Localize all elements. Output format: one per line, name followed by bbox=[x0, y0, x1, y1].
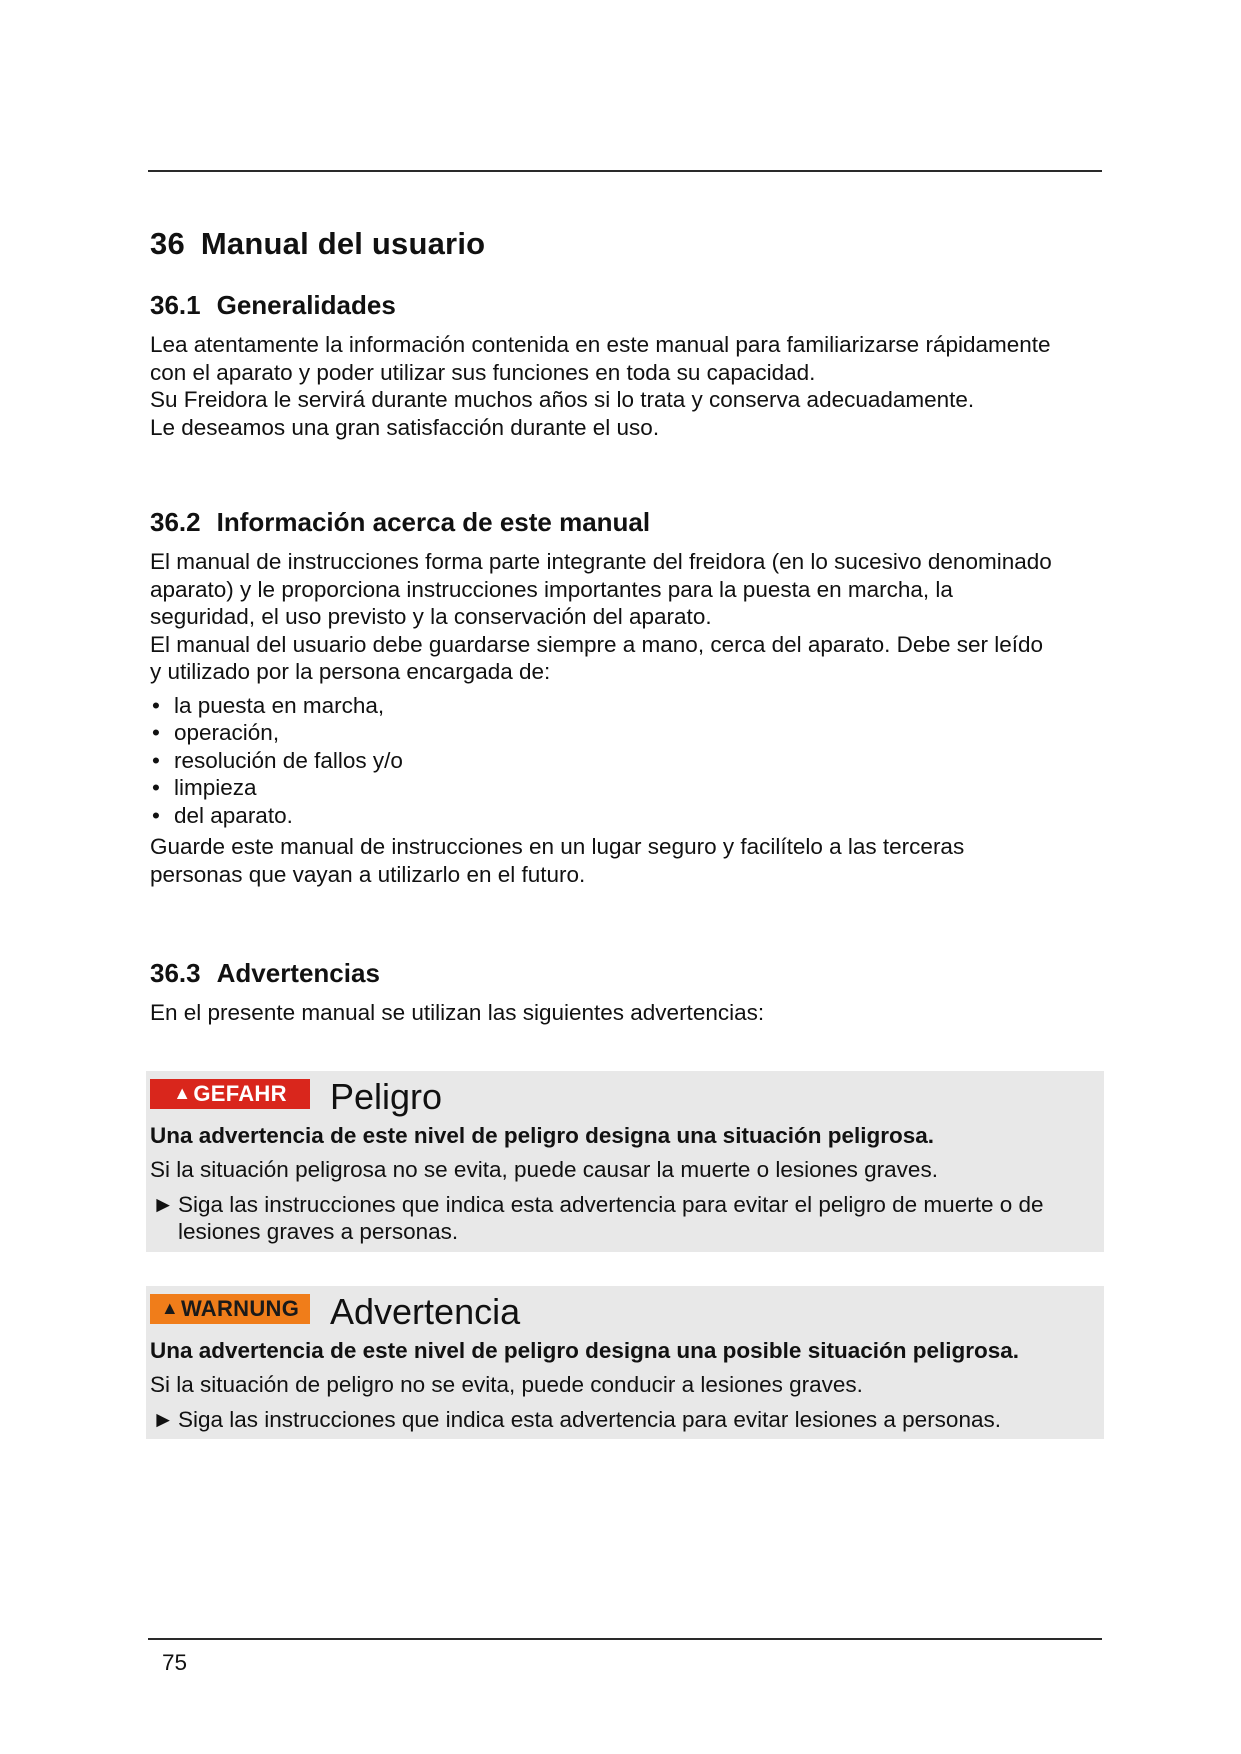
warning-definition: Una advertencia de este nivel de peligro designa una situación peligrosa. bbox=[150, 1122, 934, 1148]
warning-triangle-icon: ▲ bbox=[173, 1083, 192, 1103]
list-item bbox=[150, 774, 1102, 802]
paragraph-line: y utilizado por la persona encargada de: bbox=[150, 659, 551, 684]
instruction-line: Siga las instrucciones que indica esta advertencia para evitar lesiones a personas. bbox=[178, 1406, 1001, 1432]
signal-word: WARNUNG bbox=[180, 1295, 300, 1321]
instruction-line: lesiones graves a personas. bbox=[178, 1219, 459, 1244]
arrow-right-icon: ► bbox=[152, 1191, 175, 1217]
chapter-number: 36 bbox=[150, 226, 185, 261]
warning-instruction bbox=[150, 1406, 1090, 1436]
responsibility-list bbox=[150, 692, 1102, 830]
section-spacer bbox=[150, 441, 1102, 507]
section-number: 36.1 bbox=[150, 290, 201, 320]
section-heading-advertencias bbox=[150, 958, 1102, 989]
list-item-text: limpieza bbox=[174, 775, 257, 800]
informacion-paragraph bbox=[150, 548, 1102, 686]
bullet-icon: • bbox=[152, 747, 160, 773]
footer-rule bbox=[148, 1638, 1102, 1640]
generalidades-paragraph bbox=[150, 331, 1102, 441]
page-content bbox=[150, 226, 1102, 1439]
section-heading-informacion bbox=[150, 507, 1102, 538]
warning-title: Peligro bbox=[330, 1075, 443, 1117]
bullet-icon: • bbox=[152, 802, 160, 828]
warning-header bbox=[150, 1075, 1090, 1119]
paragraph-line: Guarde este manual de instrucciones en un lugar seguro y facilítelo a las terceras bbox=[150, 834, 965, 859]
chapter-title: Manual del usuario bbox=[200, 226, 486, 261]
box-spacer bbox=[150, 1252, 1102, 1286]
list-item bbox=[150, 692, 1102, 720]
paragraph-line: aparato) y le proporciona instrucciones importantes para la puesta en marcha, la bbox=[150, 576, 953, 602]
warning-instruction bbox=[150, 1191, 1090, 1248]
bullet-icon: • bbox=[152, 720, 160, 745]
section-title: Información acerca de este manual bbox=[216, 507, 651, 537]
section-spacer bbox=[150, 1027, 1102, 1071]
paragraph-line: con el aparato y poder utilizar sus funciones en toda su capacidad. bbox=[150, 359, 816, 385]
warning-consequence: Si la situación peligrosa no se evita, puede causar la muerte o lesiones graves. bbox=[150, 1156, 938, 1182]
section-title: Generalidades bbox=[216, 290, 396, 320]
list-item bbox=[150, 719, 1102, 747]
paragraph-line: El manual de instrucciones forma parte integrante del freidora (en lo sucesivo denominado bbox=[150, 549, 1052, 574]
paragraph-line: Su Freidora le servirá durante muchos años si lo trata y conserva adecuadamente. bbox=[150, 387, 975, 412]
list-item-text: resolución de fallos y/o bbox=[174, 747, 403, 773]
list-item-text: del aparato. bbox=[174, 802, 293, 828]
list-item-text: operación, bbox=[174, 720, 280, 745]
chapter-heading bbox=[150, 226, 1102, 262]
section-heading-generalidades bbox=[150, 290, 1102, 321]
paragraph-line: personas que vayan a utilizarlo en el futuro. bbox=[150, 861, 586, 887]
paragraph-line: Le deseamos una gran satisfacción durante el uso. bbox=[150, 414, 660, 440]
list-item bbox=[150, 802, 1102, 830]
danger-warning-box bbox=[146, 1071, 1104, 1252]
section-number: 36.2 bbox=[150, 507, 201, 537]
warning-box bbox=[146, 1286, 1104, 1440]
list-item-text: la puesta en marcha, bbox=[174, 692, 385, 718]
signal-word: GEFAHR bbox=[193, 1080, 287, 1106]
section-number: 36.3 bbox=[150, 958, 201, 988]
header-rule bbox=[148, 170, 1102, 172]
paragraph-line: El manual del usuario debe guardarse siempre a mano, cerca del aparato. Debe ser leído bbox=[150, 631, 1044, 657]
warning-consequence: Si la situación de peligro no se evita, puede conducir a lesiones graves. bbox=[150, 1371, 863, 1397]
advertencias-intro: En el presente manual se utilizan las siguientes advertencias: bbox=[150, 1000, 765, 1025]
paragraph-line: Lea atentamente la información contenida en este manual para familiarizarse rápidamente bbox=[150, 332, 1051, 357]
page-number: 75 bbox=[162, 1650, 188, 1675]
closing-paragraph bbox=[150, 833, 1102, 888]
section-spacer bbox=[150, 888, 1102, 958]
warning-triangle-icon: ▲ bbox=[160, 1298, 179, 1318]
section-title: Advertencias bbox=[216, 958, 380, 988]
warnung-signal-label bbox=[150, 1294, 310, 1324]
warning-title: Advertencia bbox=[330, 1290, 521, 1332]
instruction-line: Siga las instrucciones que indica esta advertencia para evitar el peligro de muerte o de bbox=[178, 1191, 1044, 1217]
list-item bbox=[150, 747, 1102, 775]
paragraph-line: seguridad, el uso previsto y la conservación del aparato. bbox=[150, 604, 712, 629]
warning-definition: Una advertencia de este nivel de peligro designa una posible situación peligrosa. bbox=[150, 1337, 1019, 1363]
gefahr-signal-label bbox=[150, 1079, 310, 1109]
arrow-right-icon: ► bbox=[152, 1406, 175, 1432]
bullet-icon: • bbox=[152, 692, 160, 718]
bullet-icon: • bbox=[152, 775, 160, 800]
warning-header bbox=[150, 1290, 1090, 1334]
